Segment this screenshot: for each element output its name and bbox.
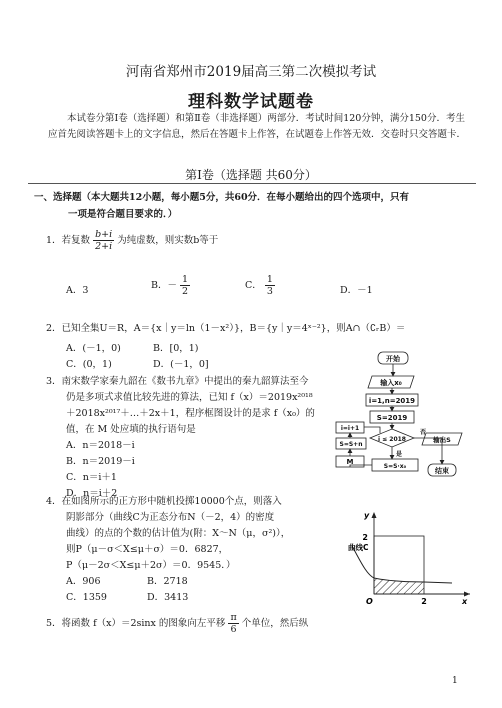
q1-option-c: [245, 274, 275, 297]
q4-option-b: B．2718: [147, 576, 188, 587]
q1-c-num: 1: [266, 274, 273, 285]
shaded-region: [374, 578, 424, 594]
flow-sinit-text: S=2019: [376, 414, 408, 422]
q3-option-c: C．n＝i＋1: [66, 472, 117, 483]
q1-b-label: B．－: [151, 280, 177, 291]
q4-option-c: C．1359: [66, 592, 107, 603]
flow-start-text: 开始: [386, 355, 400, 363]
q1-frac-den: 2+i: [95, 241, 113, 252]
q1-option-b: [151, 274, 190, 297]
exam-instructions: 本试卷分第Ⅰ卷（选择题）和第Ⅱ卷（非选择题）两部分．考试时间120分钟，满分150分．考生应首先阅读答题卡上的文字信息，然后在答题卡上作答，在试题卷上作答无效．交卷时只交答题卡．: [48, 113, 467, 140]
flow-incr-text: i=i+1: [340, 425, 360, 432]
q1-b-den: 2: [182, 286, 189, 297]
flow-input-text: 输入x₀: [380, 379, 402, 387]
question-2-stem: 2．已知全集U＝R，A＝{x｜y＝ln（1－x²）}，B＝{y｜y＝4ˣ⁻²}，则A∩（∁ᵣB）＝: [46, 323, 406, 334]
q3-option-d: D．n＝i＋2: [66, 488, 118, 499]
flow-cond-text: i ≤ 2018: [378, 436, 406, 443]
flowchart: [334, 350, 474, 492]
q1-c-label: C．: [245, 280, 262, 291]
q3-line2: 仍是多项式求值比较先进的算法，已知 f（x）＝2019x²⁰¹⁸: [66, 392, 313, 403]
flow-yes-label: 是: [396, 451, 403, 458]
curve-label: 曲线C: [348, 543, 369, 552]
q5-fraction: [228, 612, 238, 635]
part-heading-line1: 一、选择题（本大题共12小题，每小题5分，共60分．在每小题给出的四个选项中，只有: [34, 192, 410, 203]
section-divider: [28, 183, 476, 184]
q4-option-a: A．906: [66, 576, 101, 587]
q2-option-d: D．(－1，0]: [153, 359, 209, 370]
q3-line1: 3．南宋数学家秦九韶在《数书九章》中提出的秦九韶算法至今: [46, 376, 309, 387]
subject-title: 理科数学试题卷: [188, 92, 314, 112]
q4-line2: 阴影部分（曲线C为正态分布N（－2，4）的密度: [66, 512, 275, 523]
origin-label: O: [366, 597, 373, 606]
x-axis-label: x: [462, 597, 468, 606]
q4-line4: 则P（μ－σ＜X≤μ＋σ）＝0．6827，: [66, 544, 229, 555]
q5-frac-num: π: [230, 612, 237, 623]
flow-accum-text: S=S+n: [339, 441, 363, 448]
q4-line3: 曲线）的点的个数的估计值为(附：X～N（μ，σ²)），: [66, 528, 291, 539]
flow-mul-text: S=S·x₀: [383, 463, 407, 470]
q2-option-c: C．(0，1): [66, 359, 112, 370]
section-title: 第Ⅰ卷（选择题 共60分）: [185, 168, 317, 182]
flow-end-text: 结束: [435, 467, 449, 475]
q1-frac-num: b+i: [95, 229, 113, 240]
q1-c-den: 3: [266, 286, 273, 297]
flow-m-text: M: [346, 458, 354, 466]
q1-b-fraction: [180, 274, 190, 297]
q2-option-a: A．(－1，0): [66, 343, 121, 354]
page-number: 1: [452, 676, 458, 686]
q3-option-b: B．n＝2019－i: [66, 456, 135, 467]
flow-output-text: 输出S: [433, 436, 451, 444]
q3-option-a: A．n＝2018－i: [66, 440, 135, 451]
q1-prefix: 1．若复数: [46, 235, 91, 246]
flow-no-label: 否: [420, 429, 427, 436]
q1-b-num: 1: [182, 274, 189, 285]
q4-line5: P（μ－2σ＜X≤μ＋2σ）＝0．9545．）: [66, 560, 236, 571]
y-axis-label: y: [364, 511, 370, 520]
q1-suffix: 为纯虚数，则实数b等于: [117, 235, 219, 246]
exam-title: 河南省郑州市2019届高三第二次模拟考试: [125, 64, 377, 80]
tick-x-label: 2: [421, 597, 427, 606]
q5-prefix: 5．将函数 f（x）＝2sinx 的图象向左平移: [46, 618, 226, 629]
q1-option-d: D．－1: [340, 285, 373, 296]
q4-line1: 4．在如图所示的正方形中随机投掷10000个点，则落入: [46, 496, 282, 507]
q4-option-d: D．3413: [147, 592, 189, 603]
q5-suffix: 个单位，然后纵: [241, 618, 309, 629]
flow-init-text: i=1,n=2019: [368, 397, 416, 405]
q1-option-a: A．3: [66, 285, 89, 296]
part-heading-line2: 一项是符合题目要求的．）: [68, 209, 178, 220]
tick-y-label: 2: [362, 533, 368, 542]
q1-c-fraction: [265, 274, 275, 297]
normal-curve-graph: [348, 508, 474, 606]
q3-line3: ＋2018x²⁰¹⁷＋…＋2x＋1，程序框图设计的是求 f（x₀）的: [66, 408, 315, 419]
question-1-stem: [46, 229, 218, 252]
question-5-stem: [46, 612, 308, 635]
q5-frac-den: 6: [230, 624, 237, 635]
q3-line4: 值，在 M 处应填的执行语句是: [66, 424, 196, 435]
q1-fraction: [93, 229, 114, 252]
q2-option-b: B．[0，1): [153, 343, 199, 354]
